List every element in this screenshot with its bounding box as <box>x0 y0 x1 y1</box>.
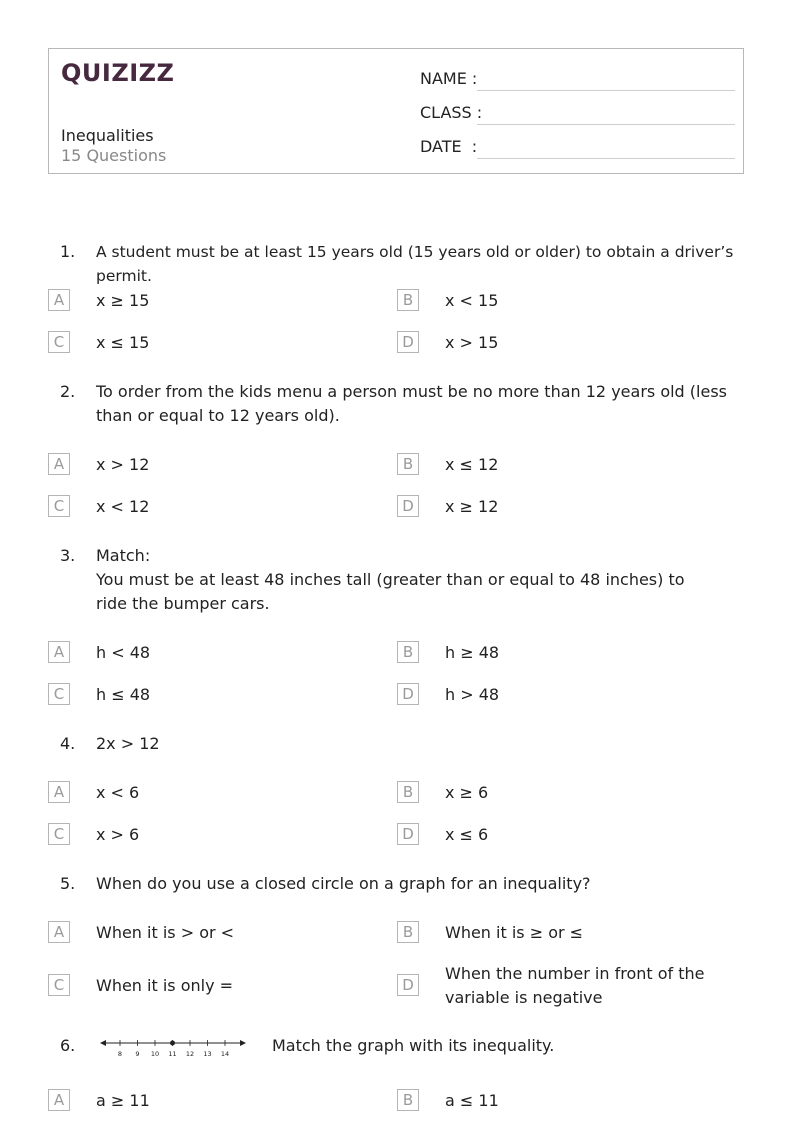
question-number: 3. <box>60 546 76 565</box>
option-text[interactable]: x ≥ 6 <box>445 783 489 802</box>
option-text[interactable]: When it is only = <box>96 976 234 995</box>
option-letter-box[interactable]: B <box>397 453 419 475</box>
option-text[interactable]: x ≥ 12 <box>445 497 499 516</box>
number-line-tick-label: 12 <box>185 1050 195 1058</box>
class-field[interactable] <box>420 103 735 127</box>
option-text[interactable]: x > 15 <box>445 333 499 352</box>
option-text[interactable]: When it is > or < <box>96 923 235 942</box>
question-number: 4. <box>60 734 76 753</box>
option-text[interactable]: x ≥ 15 <box>96 291 150 310</box>
arrow-left-icon <box>100 1040 106 1046</box>
option-text[interactable]: x > 12 <box>96 455 150 474</box>
quizizz-logo: QUIZIZZ <box>61 59 175 87</box>
question-text: When do you use a closed circle on a graph for an inequality? <box>96 874 591 893</box>
question-count: 15 Questions <box>61 146 167 165</box>
question-text-line1: Match: <box>96 546 151 565</box>
question-text: To order from the kids menu a person must be no more than 12 years old (less than or equal to 12 years old). <box>96 382 727 425</box>
option-letter-box[interactable]: A <box>48 1089 70 1111</box>
date-field[interactable] <box>420 137 735 161</box>
option-letter-box[interactable]: D <box>397 683 419 705</box>
option-letter-box[interactable]: C <box>48 331 70 353</box>
option-text[interactable]: When the number in front of the variable is negative <box>445 964 705 1007</box>
option-text[interactable]: x < 15 <box>445 291 499 310</box>
option-letter-box[interactable]: B <box>397 781 419 803</box>
class-line[interactable] <box>477 124 735 125</box>
option-text[interactable]: x ≤ 6 <box>445 825 489 844</box>
option-text[interactable]: h < 48 <box>96 643 151 662</box>
question-number: 6. <box>60 1036 76 1055</box>
option-letter-box[interactable]: B <box>397 289 419 311</box>
option-letter-box[interactable]: D <box>397 331 419 353</box>
question-text-line2: You must be at least 48 inches tall (greater than or equal to 48 inches) to ride the bumper cars. <box>96 570 685 613</box>
option-letter-box[interactable]: A <box>48 289 70 311</box>
option-text[interactable]: h > 48 <box>445 685 500 704</box>
question-number: 5. <box>60 874 76 893</box>
date-label: DATE : <box>420 137 478 156</box>
question-number: 2. <box>60 382 76 401</box>
option-text[interactable]: h ≤ 48 <box>96 685 151 704</box>
option-letter-box[interactable]: C <box>48 823 70 845</box>
number-line-tick-label: 10 <box>150 1050 160 1058</box>
number-line-tick-label: 8 <box>117 1050 123 1058</box>
number-line-tick-label: 14 <box>220 1050 230 1058</box>
question-text: A student must be at least 15 years old (15 years old or older) to obtain a driver’s permit. <box>96 243 734 285</box>
option-text[interactable]: x < 6 <box>96 783 140 802</box>
number-line-tick-label: 11 <box>168 1050 177 1058</box>
option-letter-box[interactable]: D <box>397 823 419 845</box>
closed-circle-point <box>170 1041 175 1046</box>
option-text[interactable]: x > 6 <box>96 825 140 844</box>
option-text[interactable]: x < 12 <box>96 497 150 516</box>
date-line[interactable] <box>477 158 735 159</box>
option-letter-box[interactable]: A <box>48 641 70 663</box>
number-line-tick-label: 13 <box>203 1050 212 1058</box>
question-text: Match the graph with its inequality. <box>272 1036 555 1055</box>
option-letter-box[interactable]: B <box>397 921 419 943</box>
option-letter-box[interactable]: D <box>397 974 419 996</box>
question-text: 2x > 12 <box>96 734 160 753</box>
option-letter-box[interactable]: B <box>397 641 419 663</box>
option-letter-box[interactable]: A <box>48 921 70 943</box>
option-letter-box[interactable]: D <box>397 495 419 517</box>
option-letter-box[interactable]: A <box>48 453 70 475</box>
option-text[interactable]: a ≤ 11 <box>445 1091 499 1110</box>
name-field[interactable] <box>420 69 735 93</box>
worksheet-header <box>48 48 744 174</box>
option-letter-box[interactable]: C <box>48 974 70 996</box>
number-line-graph <box>98 1036 248 1060</box>
option-letter-box[interactable]: C <box>48 683 70 705</box>
arrow-right-icon <box>240 1040 246 1046</box>
option-text[interactable]: x ≤ 12 <box>445 455 499 474</box>
option-text[interactable]: a ≥ 11 <box>96 1091 150 1110</box>
option-letter-box[interactable]: B <box>397 1089 419 1111</box>
option-text[interactable]: x ≤ 15 <box>96 333 150 352</box>
name-line[interactable] <box>477 90 735 91</box>
option-letter-box[interactable]: A <box>48 781 70 803</box>
class-label: CLASS : <box>420 103 483 122</box>
number-line-tick-label: 9 <box>135 1050 140 1058</box>
name-label: NAME : <box>420 69 478 88</box>
option-letter-box[interactable]: C <box>48 495 70 517</box>
option-text[interactable]: h ≥ 48 <box>445 643 500 662</box>
option-text[interactable]: When it is ≥ or ≤ <box>445 923 584 942</box>
worksheet-title: Inequalities <box>61 126 154 145</box>
question-number: 1. <box>60 242 76 261</box>
